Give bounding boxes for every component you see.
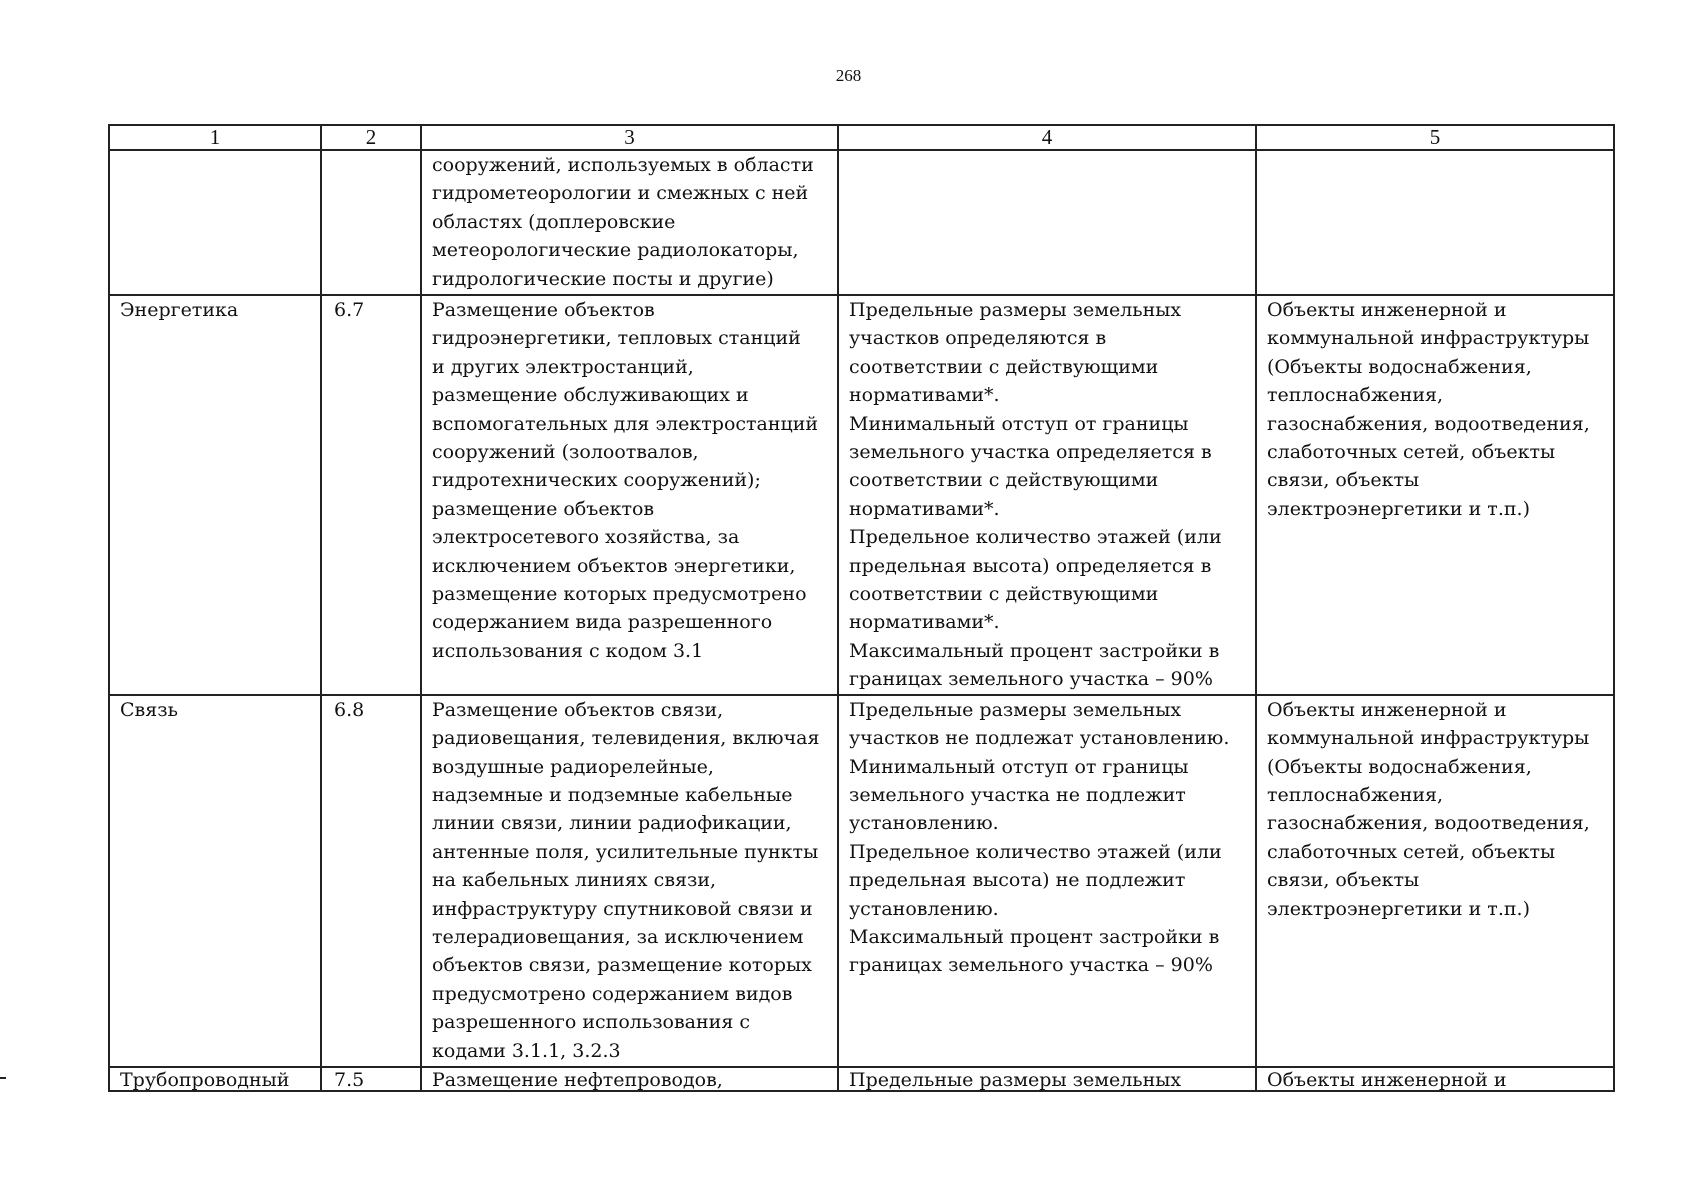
description-line: Размещение объектов — [432, 299, 655, 321]
column-header: 5 — [1256, 125, 1614, 150]
description-cell — [421, 695, 838, 1067]
use-code-cell — [321, 1067, 421, 1091]
description-cell — [421, 295, 838, 695]
parameter-line: соответствии с действующими — [849, 355, 1159, 378]
description-line: метеорологические радиолокаторы, — [432, 239, 799, 262]
use-code: 6.7 — [334, 299, 365, 321]
parameter-line: Предельное количество этажей (или — [849, 526, 1222, 549]
infrastructure-cell — [1256, 295, 1614, 695]
infrastructure-line: электроэнергетики и т.п.) — [1267, 897, 1530, 920]
description-line: надземные и подземные кабельные — [432, 783, 793, 806]
description-line: сооружений (золоотвалов, — [432, 441, 699, 464]
description-line: кодами 3.1.1, 3.2.3 — [432, 1039, 621, 1062]
use-code-cell — [321, 695, 421, 1067]
use-name: Связь — [120, 698, 178, 721]
use-code: 7.5 — [334, 1068, 365, 1091]
parameter-line: участков определяются в — [849, 327, 1107, 350]
description-line: гидротехнических сооружений); — [432, 469, 761, 492]
column-header: 1 — [109, 125, 321, 150]
parameter-line: нормативами*. — [849, 384, 1000, 407]
use-code-cell — [321, 150, 421, 295]
description-line: разрешенного использования с — [432, 1011, 751, 1034]
infrastructure-cell — [1256, 1067, 1614, 1091]
description-cell — [421, 1067, 838, 1091]
parameter-line: предельная высота) не подлежит — [849, 869, 1186, 892]
description-line: радиовещания, телевидения, включая — [432, 727, 820, 750]
parameter-line: границах земельного участка – 90% — [849, 668, 1213, 691]
description-line: инфраструктуру спутниковой связи и — [432, 897, 813, 920]
infrastructure-cell — [1256, 150, 1614, 295]
parameters-cell — [838, 150, 1256, 295]
table-row — [109, 1067, 1614, 1091]
parameter-line: нормативами*. — [849, 611, 1000, 634]
description-line: электросетевого хозяйства, за — [432, 526, 740, 549]
infrastructure-line: Объекты инженерной и — [1267, 299, 1507, 321]
infrastructure-line: коммунальной инфраструктуры — [1267, 727, 1590, 750]
description-line: областях (доплеровские — [432, 210, 676, 233]
description-line: Размещение нефтепроводов, — [432, 1068, 723, 1091]
parameter-line: земельного участка не подлежит — [849, 783, 1186, 806]
description-cell — [421, 150, 838, 295]
description-line: телерадиовещания, за исключением — [432, 925, 804, 948]
use-name: Трубопроводный — [120, 1068, 290, 1091]
column-header: 4 — [838, 125, 1256, 150]
description-line: сооружений, используемых в области — [432, 154, 814, 176]
use-code-cell — [321, 295, 421, 695]
parameter-line: Максимальный процент застройки в — [849, 925, 1220, 948]
use-name-cell — [109, 150, 321, 295]
table-body — [109, 150, 1614, 1091]
use-name-cell — [109, 295, 321, 695]
parameter-line: границах земельного участка – 90% — [849, 954, 1213, 977]
description-line: Размещение объектов связи, — [432, 698, 724, 721]
description-line: гидрометеорологии и смежных с ней — [432, 182, 809, 205]
infrastructure-line: теплоснабжения, — [1267, 384, 1444, 407]
parameter-line: участков не подлежат установлению. — [849, 727, 1230, 750]
infrastructure-line: газоснабжения, водоотведения, — [1267, 412, 1590, 435]
description-line: на кабельных линиях связи, — [432, 869, 717, 892]
use-name-cell — [109, 1067, 321, 1091]
parameter-line: предельная высота) определяется в — [849, 554, 1212, 577]
infrastructure-line: Объекты инженерной и — [1267, 698, 1507, 721]
parameter-line: нормативами*. — [849, 497, 1000, 520]
description-line: вспомогательных для электростанций — [432, 412, 819, 435]
header-row — [109, 125, 1614, 150]
column-header: 3 — [421, 125, 838, 150]
parameter-line: соответствии с действующими — [849, 469, 1159, 492]
description-line: размещение обслуживающих и — [432, 384, 749, 407]
description-line: воздушные радиорелейные, — [432, 755, 714, 778]
description-line: антенные поля, усилительные пункты — [432, 840, 819, 863]
parameter-line: Предельные размеры земельных — [849, 1068, 1182, 1091]
table-row — [109, 150, 1614, 295]
infrastructure-line: коммунальной инфраструктуры — [1267, 327, 1590, 350]
parameter-line: Минимальный отступ от границы — [849, 755, 1189, 778]
infrastructure-line: Объекты инженерной и — [1267, 1068, 1507, 1091]
description-line: предусмотрено содержанием видов — [432, 982, 793, 1005]
table-row — [109, 695, 1614, 1067]
description-line: размещение которых предусмотрено — [432, 583, 807, 606]
column-header: 2 — [321, 125, 421, 150]
description-line: гидрологические посты и другие) — [432, 267, 774, 290]
use-code: 6.8 — [334, 698, 365, 721]
description-line: исключением объектов энергетики, — [432, 554, 796, 577]
use-name: Энергетика — [120, 299, 239, 321]
table-row — [109, 295, 1614, 695]
parameter-line: Предельные размеры земельных — [849, 299, 1182, 321]
parameter-line: установлению. — [849, 897, 999, 920]
margin-mark — [0, 1077, 6, 1079]
infrastructure-line: теплоснабжения, — [1267, 783, 1444, 806]
parameters-cell — [838, 695, 1256, 1067]
parameters-cell — [838, 295, 1256, 695]
parameter-line: Предельное количество этажей (или — [849, 840, 1222, 863]
infrastructure-line: электроэнергетики и т.п.) — [1267, 497, 1530, 520]
parameters-cell — [838, 1067, 1256, 1091]
description-line: и других электростанций, — [432, 355, 694, 378]
land-use-table — [108, 124, 1615, 1092]
parameter-line: Предельные размеры земельных — [849, 698, 1182, 721]
parameter-line: земельного участка определяется в — [849, 441, 1212, 464]
parameter-line: установлению. — [849, 812, 999, 835]
page-number: 268 — [835, 66, 862, 85]
description-line: объектов связи, размещение которых — [432, 954, 812, 977]
description-line: размещение объектов — [432, 497, 655, 520]
infrastructure-line: слаботочных сетей, объекты — [1267, 441, 1556, 464]
parameter-line: соответствии с действующими — [849, 583, 1159, 606]
description-line: содержанием вида разрешенного — [432, 611, 773, 634]
description-line: использования с кодом 3.1 — [432, 639, 704, 662]
use-name-cell — [109, 695, 321, 1067]
infrastructure-line: связи, объекты — [1267, 469, 1420, 492]
description-line: линии связи, линии радиофикации, — [432, 812, 792, 835]
parameter-line: Максимальный процент застройки в — [849, 639, 1220, 662]
description-line: гидроэнергетики, тепловых станций — [432, 327, 801, 350]
parameter-line: Минимальный отступ от границы — [849, 412, 1189, 435]
infrastructure-line: газоснабжения, водоотведения, — [1267, 812, 1590, 835]
infrastructure-line: слаботочных сетей, объекты — [1267, 840, 1556, 863]
infrastructure-line: связи, объекты — [1267, 869, 1420, 892]
infrastructure-cell — [1256, 695, 1614, 1067]
table-header — [109, 125, 1614, 150]
infrastructure-line: (Объекты водоснабжения, — [1267, 755, 1532, 778]
infrastructure-line: (Объекты водоснабжения, — [1267, 355, 1532, 378]
